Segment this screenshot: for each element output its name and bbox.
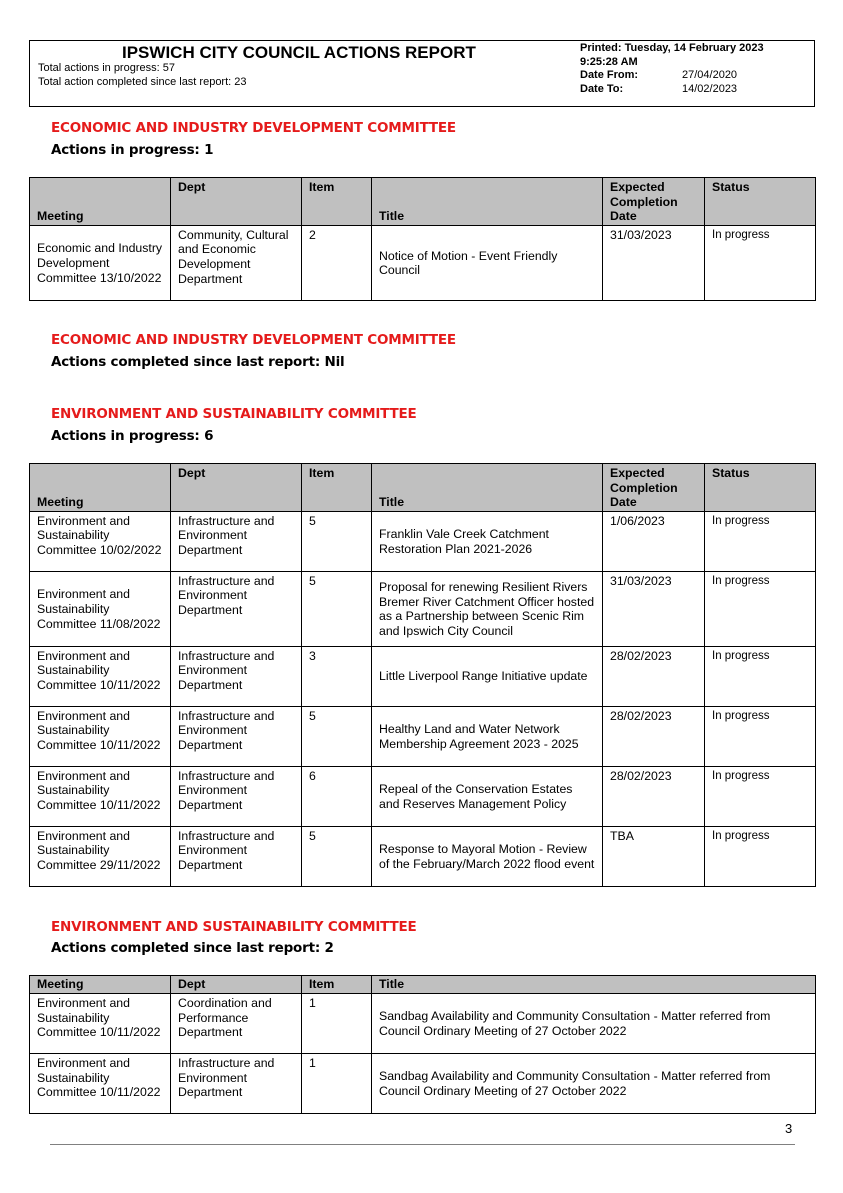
expected-cell: 1/06/2023 [603,511,705,571]
meeting-cell: Environment and Sustainability Committee 29/11/2022 [30,826,171,886]
status-cell: In progress [705,571,816,646]
title-cell: Sandbag Availability and Community Consultation - Matter referred from Council Ordinary Meeting of 27 October 2022 [372,1054,816,1114]
title-cell: Proposal for renewing Resilient Rivers Bremer River Catchment Officer hosted as a Partnership between Scenic Rim and Ipswich City Council [372,571,603,646]
title-cell: Notice of Motion - Event Friendly Council [372,225,603,300]
meeting-cell: Environment and Sustainability Committee 10/11/2022 [30,646,171,706]
meeting-cell: Environment and Sustainability Committee 10/11/2022 [30,1054,171,1114]
title-cell: Response to Mayoral Motion - Review of the February/March 2022 flood event [372,826,603,886]
dept-cell: Coordination and Performance Department [171,994,302,1054]
date-from-label: Date From: [580,69,639,81]
table-row [30,1054,816,1114]
section-title: ECONOMIC AND INDUSTRY DEVELOPMENT COMMITTEE [51,120,456,136]
item-cell: 6 [302,766,372,826]
expected-cell: 28/02/2023 [603,706,705,766]
col-item: Item [302,178,372,226]
table-row [30,826,816,886]
actions-in-progress-table [29,177,816,301]
section-title: ENVIRONMENT AND SUSTAINABILITY COMMITTEE [51,919,417,935]
total-in-progress: Total actions in progress: 57 [38,62,175,74]
col-item: Item [302,464,372,512]
item-cell: 5 [302,826,372,886]
col-status: Status [705,178,816,226]
expected-cell: 31/03/2023 [603,571,705,646]
status-cell: In progress [705,646,816,706]
table-row [30,766,816,826]
table-row [30,994,816,1054]
col-meeting: Meeting [30,464,171,512]
status-cell: In progress [705,706,816,766]
expected-cell: 28/02/2023 [603,646,705,706]
item-cell: 5 [302,571,372,646]
item-cell: 1 [302,1054,372,1114]
col-meeting: Meeting [30,178,171,226]
section-title: ENVIRONMENT AND SUSTAINABILITY COMMITTEE [51,406,417,422]
title-cell: Repeal of the Conservation Estates and Reserves Management Policy [372,766,603,826]
title-cell: Sandbag Availability and Community Consultation - Matter referred from Council Ordinary Meeting of 27 October 2022 [372,994,816,1054]
col-expected: Expected Completion Date [603,178,705,226]
title-cell: Healthy Land and Water Network Membership Agreement 2023 - 2025 [372,706,603,766]
col-dept: Dept [171,976,302,994]
title-cell: Franklin Vale Creek Catchment Restoration Plan 2021-2026 [372,511,603,571]
col-meeting: Meeting [30,976,171,994]
table-header-row [30,464,816,512]
title-cell: Little Liverpool Range Initiative update [372,646,603,706]
dept-cell: Infrastructure and Environment Department [171,646,302,706]
date-to-value: 14/02/2023 [682,83,738,95]
item-cell: 1 [302,994,372,1054]
item-cell: 3 [302,646,372,706]
actions-completed-table [29,975,816,1114]
col-title: Title [372,178,603,226]
status-cell: In progress [705,225,816,300]
table-row [30,706,816,766]
printed-time: 9:25:28 AM [580,56,638,68]
report-header [29,40,815,107]
expected-cell: 31/03/2023 [603,225,705,300]
meeting-cell: Environment and Sustainability Committee 10/11/2022 [30,766,171,826]
meeting-cell: Environment and Sustainability Committee 10/02/2022 [30,511,171,571]
report-title: IPSWICH CITY COUNCIL ACTIONS REPORT [122,43,476,62]
meeting-cell: Environment and Sustainability Committee 11/08/2022 [30,571,171,646]
dept-cell: Infrastructure and Environment Department [171,571,302,646]
meeting-cell: Environment and Sustainability Committee 10/11/2022 [30,994,171,1054]
col-title: Title [372,976,816,994]
footer-divider [50,1144,795,1145]
dept-cell: Infrastructure and Environment Department [171,1054,302,1114]
total-completed: Total action completed since last report: 23 [38,76,247,88]
date-from-value: 27/04/2020 [682,69,738,81]
table-row [30,511,816,571]
meeting-cell: Economic and Industry Development Committee 13/10/2022 [30,225,171,300]
table-row [30,646,816,706]
col-expected: Expected Completion Date [603,464,705,512]
col-item: Item [302,976,372,994]
status-cell: In progress [705,766,816,826]
section-subtitle: Actions in progress: 1 [51,142,214,158]
meeting-cell: Environment and Sustainability Committee 10/11/2022 [30,706,171,766]
item-cell: 5 [302,706,372,766]
col-dept: Dept [171,178,302,226]
status-cell: In progress [705,826,816,886]
dept-cell: Community, Cultural and Economic Development Department [171,225,302,300]
col-status: Status [705,464,816,512]
actions-in-progress-table [29,463,816,887]
section-title: ECONOMIC AND INDUSTRY DEVELOPMENT COMMITTEE [51,332,456,348]
dept-cell: Infrastructure and Environment Department [171,826,302,886]
section-subtitle: Actions in progress: 6 [51,428,214,444]
col-dept: Dept [171,464,302,512]
table-header-row [30,178,816,226]
col-title: Title [372,464,603,512]
date-to-label: Date To: [580,83,624,95]
section-subtitle: Actions completed since last report: Nil [51,354,345,370]
printed-date: Printed: Tuesday, 14 February 2023 [580,42,764,54]
status-cell: In progress [705,511,816,571]
expected-cell: TBA [603,826,705,886]
table-row [30,571,816,646]
dept-cell: Infrastructure and Environment Department [171,706,302,766]
dept-cell: Infrastructure and Environment Department [171,766,302,826]
item-cell: 2 [302,225,372,300]
dept-cell: Infrastructure and Environment Department [171,511,302,571]
table-row [30,225,816,300]
page-number: 3 [785,1121,793,1136]
item-cell: 5 [302,511,372,571]
expected-cell: 28/02/2023 [603,766,705,826]
table-header-row [30,976,816,994]
section-subtitle: Actions completed since last report: 2 [51,940,334,956]
